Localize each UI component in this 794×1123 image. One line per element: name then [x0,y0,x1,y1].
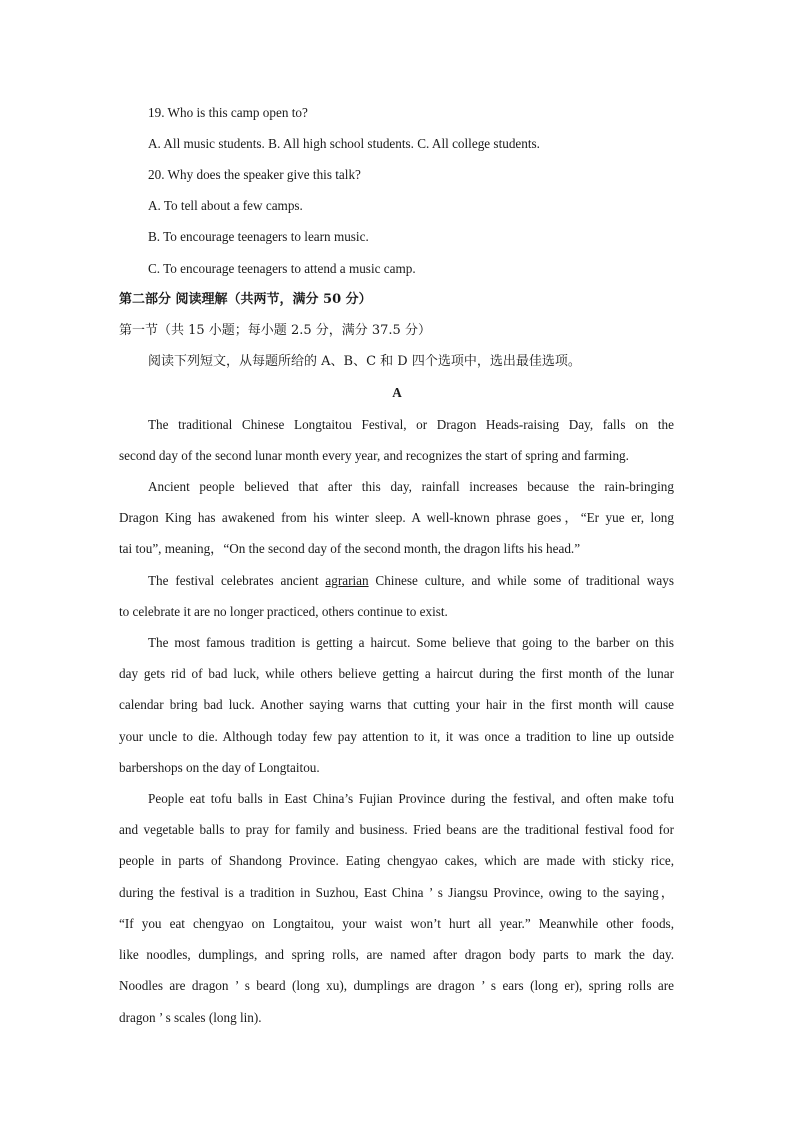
passage-line: tai tou”, meaning，“On the second day of the second month, the dragon lifts his head.” [119,541,581,556]
passage-line: calendar bring bad luck. Another saying warns that cutting your hair in the first month will cause [119,697,674,712]
section-instructions: 阅读下列短文，从每题所给的 A、B、C 和 D 四个选项中，选出最佳选项。 [148,354,581,369]
section-title: 第二部分 阅读理解（共两节，满分 50 分） [119,292,372,307]
underlined-word: agrarian [325,573,369,588]
passage-line: like noodles, dumplings, and spring rolls, are named after dragon body parts to mark the day. [119,947,674,962]
question-19: 19. Who is this camp open to? [148,105,308,120]
passage-line: Ancient people believed that after this day, rainfall increases because the rain-bringing [148,479,674,494]
passage-line: to celebrate it are no longer practiced, others continue to exist. [119,604,448,619]
passage-line: second day of the second lunar month every year, and recognizes the start of spring and farming. [119,448,629,463]
passage-line: barbershops on the day of Longtaitou. [119,760,320,775]
passage-line: Dragon King has awakened from his winter sleep. A well-known phrase goes，“Er yue er, long [119,510,674,525]
passage-line: people in parts of Shandong Province. Eating chengyao cakes, which are made with sticky rice, [119,853,674,868]
passage-line: The most famous tradition is getting a haircut. Some believe that going to the barber on this [148,635,674,650]
passage-line: day gets rid of bad luck, while others believe getting a haircut during the first month of the lunar [119,666,674,681]
passage-text: The festival celebrates ancient [148,573,326,588]
passage-line: your uncle to die. Although today few pay attention to it, it was once a tradition to line up outside [119,729,674,744]
passage-line: People eat tofu balls in East China’s Fujian Province during the festival, and often make tofu [148,791,674,806]
question-20: 20. Why does the speaker give this talk? [148,167,361,182]
question-20-option-c: C. To encourage teenagers to attend a music camp. [148,261,416,276]
passage-line [148,572,674,590]
question-20-option-b: B. To encourage teenagers to learn music. [148,229,369,244]
question-20-option-a: A. To tell about a few camps. [148,198,303,213]
passage-line: during the festival is a tradition in Suzhou, East China ’ s Jiangsu Province, owing to the saying， [119,885,674,900]
passage-line: The traditional Chinese Longtaitou Festival, or Dragon Heads-raising Day, falls on the [148,417,674,432]
section-part1: 第一节（共 15 小题；每小题 2.5 分，满分 37.5 分） [119,323,431,338]
passage-text: Chinese culture, and while some of traditional ways [368,573,675,588]
question-19-options: A. All music students. B. All high school students. C. All college students. [148,136,540,151]
passage-line: dragon ’ s scales (long lin). [119,1010,262,1025]
passage-line: “If you eat chengyao on Longtaitou, your waist won’t hurt all year.” Meanwhile other foods, [119,916,674,931]
passage-label: A [392,385,402,400]
passage-line: Noodles are dragon ’ s beard (long xu), dumplings are dragon ’ s ears (long er), spring rolls are [119,978,674,993]
passage-line: and vegetable balls to pray for family and business. Fried beans are the traditional festival food for [119,822,674,837]
